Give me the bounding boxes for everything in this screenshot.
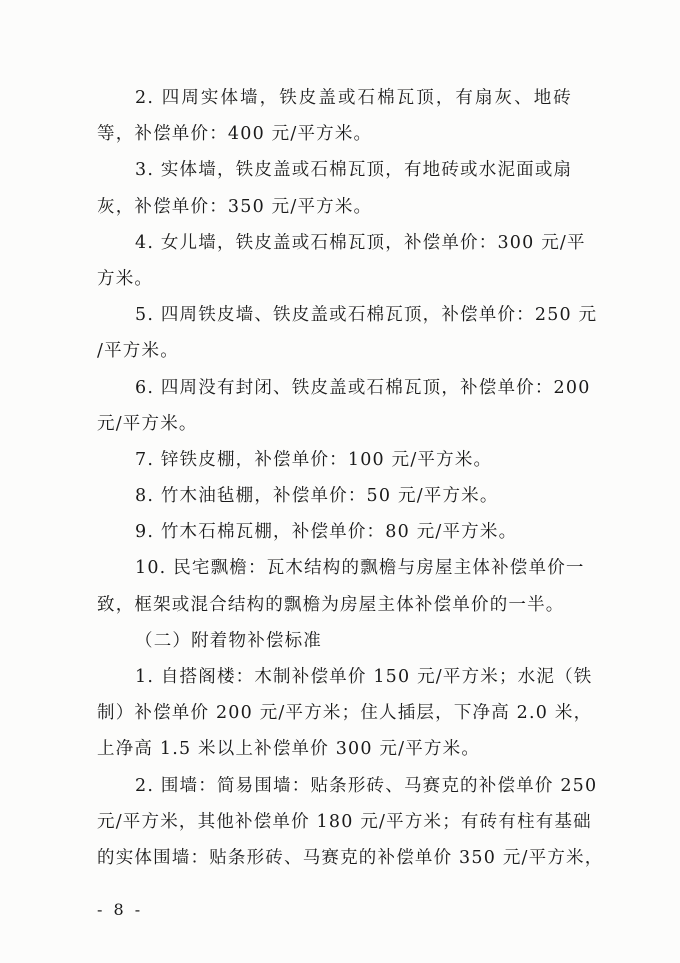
item-8: 8. 竹木油毡棚，补偿单价：50 元/平方米。 <box>135 486 499 507</box>
attachment-1-line-3: 上净高 1.5 米以上补偿单价 300 元/平方米。 <box>97 739 481 760</box>
attachment-1-line-2: 制）补偿单价 200 元/平方米；住人插层，下净高 2.0 米， <box>97 703 593 724</box>
item-10-line-1: 10. 民宅飘檐：瓦木结构的飘檐与房屋主体补偿单价一 <box>135 558 585 579</box>
attachment-1-line-1: 1. 自搭阁楼：木制补偿单价 150 元/平方米；水泥（铁 <box>135 667 593 687</box>
item-4-line-2: 方米。 <box>97 268 154 289</box>
item-9: 9. 竹木石棉瓦棚，补偿单价：80 元/平方米。 <box>135 522 518 543</box>
item-6-line-1: 6. 四周没有封闭、铁皮盖或石棉瓦顶，补偿单价：200 <box>135 377 591 398</box>
attachment-2-line-1: 2. 围墙：简易围墙：贴条形砖、马赛克的补偿单价 250 <box>135 775 598 796</box>
item-6-line-2: 元/平方米。 <box>97 413 198 434</box>
item-3-line-2: 灰，补偿单价：350 元/平方米。 <box>97 196 373 217</box>
attachment-2-line-3: 的实体围墙：贴条形砖、马赛克的补偿单价 350 元/平方米， <box>97 847 604 868</box>
item-2-line-2: 等，补偿单价：400 元/平方米。 <box>97 124 373 145</box>
page-number: - 8 - <box>97 900 144 919</box>
item-4-line-1: 4. 女儿墙，铁皮盖或石棉瓦顶，补偿单价：300 元/平 <box>135 232 586 253</box>
item-3-line-1: 3. 实体墙，铁皮盖或石棉瓦顶，有地砖或水泥面或扇 <box>135 160 573 181</box>
item-2-line-1: 2. 四周实体墙，铁皮盖或石棉瓦顶，有扇灰、地砖 <box>135 88 572 108</box>
attachment-2-line-2: 元/平方米，其他补偿单价 180 元/平方米；有砖有柱有基础 <box>97 811 592 832</box>
item-5-line-2: /平方米。 <box>97 341 179 362</box>
item-7: 7. 锌铁皮棚，补偿单价：100 元/平方米。 <box>135 449 493 470</box>
item-5-line-1: 5. 四周铁皮墙、铁皮盖或石棉瓦顶，补偿单价：250 元 <box>135 305 598 326</box>
section-heading-attachments: （二）附着物补偿标准 <box>135 630 322 651</box>
body-text <box>97 80 604 876</box>
item-10-line-2: 致，框架或混合结构的飘檐为房屋主体补偿单价的一半。 <box>97 594 565 615</box>
